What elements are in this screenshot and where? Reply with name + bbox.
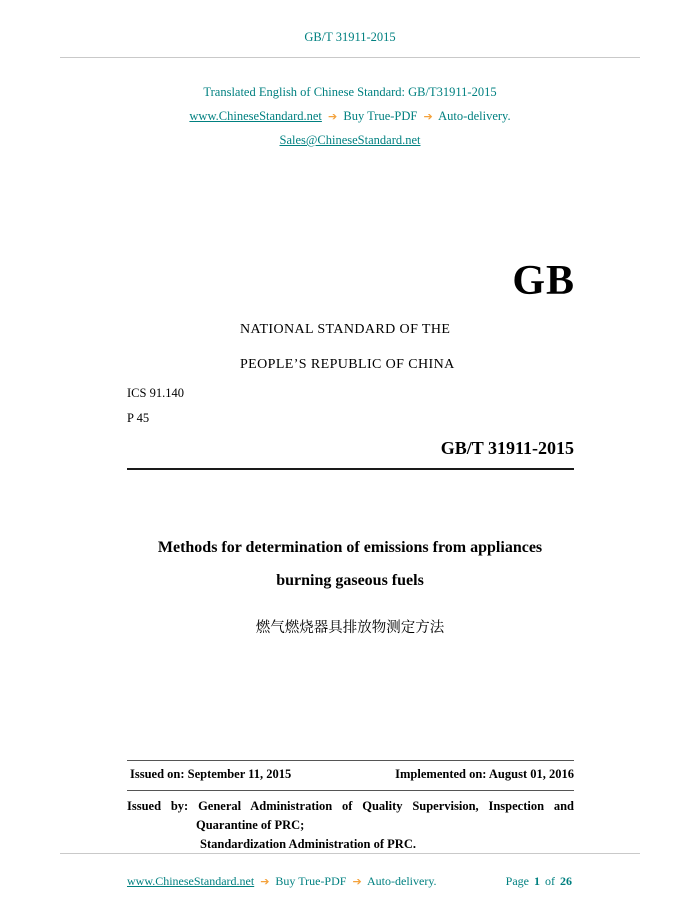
- footer-link-line: [127, 874, 437, 889]
- translated-line: Translated English of Chinese Standard: GB/T31911-2015: [203, 85, 497, 99]
- auto-delivery-text: Auto-delivery.: [438, 109, 511, 123]
- footer-page-indicator: [506, 874, 574, 889]
- footer-buy-truepdf-text: Buy True-PDF: [275, 874, 347, 888]
- issued-by-line2: Quarantine of PRC;: [196, 818, 305, 832]
- buy-truepdf-text: Buy True-PDF: [343, 109, 418, 123]
- standard-number: GB/T 31911-2015: [440, 438, 574, 458]
- page-of-label: of: [545, 874, 555, 888]
- arrow-icon: ➔: [328, 110, 338, 123]
- title-line2: burning gaseous fuels: [276, 572, 424, 589]
- arrow-icon: ➔: [423, 110, 433, 123]
- issued-by-text1: General Administration of Quality Supervision, Inspection and: [198, 799, 575, 813]
- implemented-on-date: Implemented on: August 01, 2016: [395, 767, 574, 781]
- national-standard-line2: PEOPLE’S REPUBLIC OF CHINA: [240, 357, 455, 372]
- national-standard-line1: NATIONAL STANDARD OF THE: [240, 322, 451, 337]
- footer-auto-delivery-text: Auto-delivery.: [367, 874, 437, 888]
- page-number: 1: [534, 874, 540, 888]
- page-label: Page: [505, 874, 529, 888]
- ics-code: ICS 91.140: [127, 386, 184, 400]
- arrow-icon: ➔: [260, 875, 270, 888]
- chinesestandard-link[interactable]: www.ChineseStandard.net: [189, 109, 322, 123]
- issued-by-line3: Standardization Administration of PRC.: [200, 837, 416, 851]
- issue-row-rule-top: [127, 760, 574, 761]
- intro-link-line: [0, 109, 700, 124]
- sales-email-link[interactable]: Sales@ChineseStandard.net: [279, 133, 421, 147]
- p-classification: P 45: [127, 411, 150, 425]
- footer-rule: [60, 853, 640, 854]
- issue-row-rule-bottom: [127, 790, 574, 791]
- email-line: [0, 133, 700, 148]
- arrow-icon: ➔: [352, 875, 362, 888]
- footer-chinesestandard-link[interactable]: www.ChineseStandard.net: [127, 874, 255, 888]
- gb-logo: GB: [512, 258, 575, 304]
- title-chinese: 燃气燃烧器具排放物测定方法: [255, 620, 445, 636]
- issued-on-date: Issued on: September 11, 2015: [130, 767, 292, 781]
- page-total: 26: [560, 874, 572, 888]
- issued-by-line1: [127, 799, 574, 814]
- standard-number-rule: [127, 468, 574, 470]
- title-line1: Methods for determination of emissions from appliances: [157, 539, 543, 556]
- header-doc-number: GB/T 31911-2015: [304, 30, 396, 44]
- issued-by-label: Issued by:: [127, 799, 189, 813]
- header-rule: [60, 57, 640, 58]
